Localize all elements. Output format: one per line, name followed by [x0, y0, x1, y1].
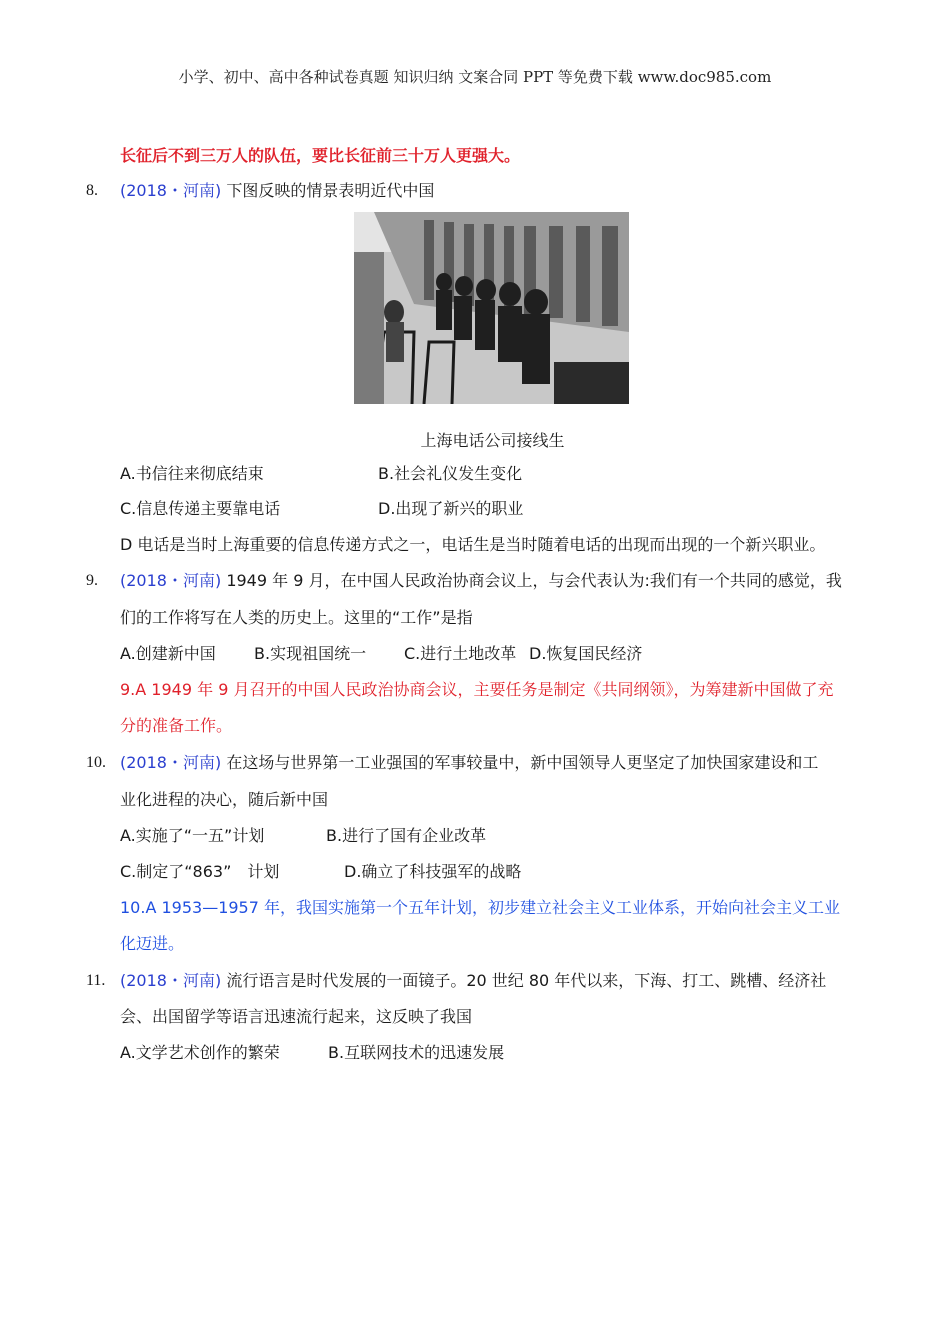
answer-explanation: 9.A 1949 年 9 月召开的中国人民政治协商会议，主要任务是制定《共同纲领》，为筹建新中国做了充: [120, 680, 834, 699]
option-c: C.进行土地改革: [404, 644, 517, 663]
question-10-stem: [120, 752, 818, 774]
options-row: [120, 463, 522, 485]
question-stem-text: 会、出国留学等语言迅速流行起来，这反映了我国: [120, 1007, 473, 1026]
option-c: C.制定了“863” 计划: [120, 862, 280, 881]
option-d: D.确立了科技强军的战略: [344, 862, 522, 881]
option-a: A.实施了“一五”计划: [120, 826, 265, 845]
question-11-stem: [120, 970, 826, 992]
option-b: B.社会礼仪发生变化: [378, 464, 523, 483]
options-row: [120, 825, 486, 847]
question-number-11: 11.: [86, 972, 106, 989]
answer-explanation: 分的准备工作。: [120, 716, 233, 735]
image-caption: 上海电话公司接线生: [420, 431, 565, 450]
option-b: B.进行了国有企业改革: [326, 826, 487, 845]
option-a: A.书信往来彻底结束: [120, 464, 264, 483]
question-stem-text: 们的工作将写在人类的历史上。这里的“工作”是指: [120, 608, 473, 627]
question-source: (2018・河南): [120, 571, 222, 590]
options-row: [120, 861, 521, 883]
question-9-stem: [120, 570, 842, 592]
option-a: A.文学艺术创作的繁荣: [120, 1043, 280, 1062]
previous-answer: 长征后不到三万人的队伍，要比长征前三十万人更强大。: [120, 146, 521, 165]
options-row: [120, 498, 523, 520]
question-stem-text: 业化进程的决心，随后新中国: [120, 790, 329, 809]
options-row: [120, 643, 642, 665]
question-number-9: 9.: [86, 572, 98, 589]
question-source: (2018・河南): [120, 181, 222, 200]
question-8-stem: [120, 180, 434, 202]
options-row: [120, 1042, 504, 1064]
option-b: B.实现祖国统一: [254, 644, 367, 663]
option-d: D.恢复国民经济: [529, 644, 643, 663]
question-number-10: 10.: [86, 754, 106, 771]
answer-explanation: 10.A 1953—1957 年，我国实施第一个五年计划，初步建立社会主义工业体系，开始向社会主义工业: [120, 898, 841, 917]
option-d: D.出现了新兴的职业: [378, 499, 524, 518]
question-source: (2018・河南): [120, 971, 222, 990]
option-b: B.互联网技术的迅速发展: [328, 1043, 505, 1062]
question-number-8: 8.: [86, 182, 98, 199]
option-c: C.信息传递主要靠电话: [120, 499, 281, 518]
option-a: A.创建新中国: [120, 644, 216, 663]
page-header: 小学、初中、高中各种试卷真题 知识归纳 文案合同 PPT 等免费下载 www.doc985.com: [178, 68, 772, 86]
question-stem-text: 下图反映的情景表明近代中国: [226, 181, 435, 200]
question-stem-text: 流行语言是时代发展的一面镜子。20 世纪 80 年代以来，下海、打工、跳槽、经济社: [226, 971, 827, 990]
answer-explanation: 化迈进。: [120, 934, 185, 953]
switchboard-photo: [354, 212, 629, 404]
question-source: (2018・河南): [120, 753, 222, 772]
question-stem-text: 1949 年 9 月，在中国人民政治协商会议上，与会代表认为:我们有一个共同的感觉，我: [226, 571, 842, 590]
answer-explanation: D 电话是当时上海重要的信息传递方式之一，电话生是当时随着电话的出现而出现的一个新兴职业。: [120, 535, 826, 554]
question-stem-text: 在这场与世界第一工业强国的军事较量中，新中国领导人更坚定了加快国家建设和工: [226, 753, 819, 772]
